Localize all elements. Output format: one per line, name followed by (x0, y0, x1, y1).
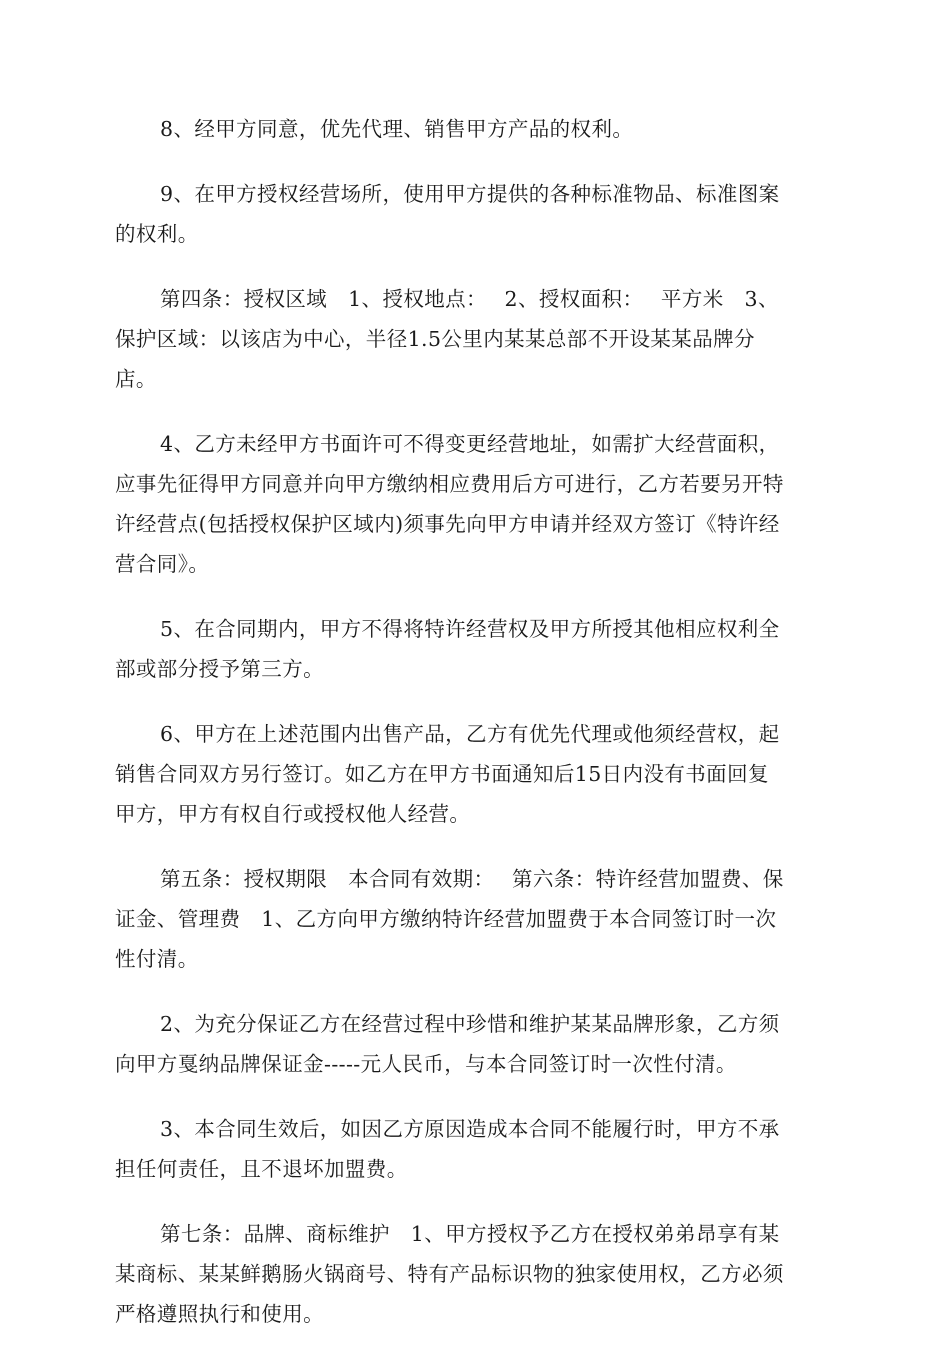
text-line: 性付清。 (115, 947, 199, 971)
text-line: 许经营点(包括授权保护区域内)须事先向甲方申请并经双方签订《特许经 (115, 512, 780, 536)
text-line: 证金、管理费 1、乙方向甲方缴纳特许经营加盟费于本合同签订时一次 (115, 907, 777, 931)
paragraph-article-6-item-2 (115, 1004, 835, 1084)
text-line: 应事先征得甲方同意并向甲方缴纳相应费用后方可进行，乙方若要另开特 (115, 472, 784, 496)
text-line: 部或部分授予第三方。 (115, 657, 324, 681)
paragraph-article-4-item-4 (115, 424, 835, 584)
text-line: 的权利。 (115, 222, 199, 246)
paragraph-article-5 (115, 859, 835, 979)
text-line: 5、在合同期内，甲方不得将特许经营权及甲方所授其他相应权利全 (160, 617, 780, 641)
paragraph-clause-8 (115, 109, 835, 149)
text-line: 9、在甲方授权经营场所，使用甲方提供的各种标准物品、标准图案 (160, 182, 780, 206)
text-line: 营合同》。 (115, 552, 210, 576)
paragraph-clause-9 (115, 174, 835, 254)
text-line: 向甲方戛纳品牌保证金-----元人民币，与本合同签订时一次性付清。 (115, 1052, 737, 1076)
text-line: 第五条：授权期限 本合同有效期： 第六条：特许经营加盟费、保 (160, 867, 784, 891)
document-page (115, 109, 835, 1359)
text-line: 销售合同双方另行签订。如乙方在甲方书面通知后15日内没有书面回复 (115, 762, 769, 786)
paragraph-article-4 (115, 279, 835, 399)
text-line: 店。 (115, 367, 157, 391)
text-line: 担任何责任，且不退坏加盟费。 (115, 1157, 408, 1181)
paragraph-article-7 (115, 1214, 835, 1334)
text-line: 严格遵照执行和使用。 (115, 1302, 324, 1326)
text-line: 某商标、某某鲜鹅肠火锅商号、特有产品标识物的独家使用权，乙方必须 (115, 1262, 784, 1286)
paragraph-article-6-item-3 (115, 1109, 835, 1189)
text-line: 第七条：品牌、商标维护 1、甲方授权予乙方在授权弟弟昂享有某 (160, 1222, 780, 1246)
text-line: 保护区域：以该店为中心，半径1.5公里内某某总部不开设某某品牌分 (115, 327, 755, 351)
paragraph-article-4-item-6 (115, 714, 835, 834)
text-line: 2、为充分保证乙方在经营过程中珍惜和维护某某品牌形象，乙方须 (160, 1012, 780, 1036)
text-line: 6、甲方在上述范围内出售产品，乙方有优先代理或他须经营权，起 (160, 722, 780, 746)
text-line: 8、经甲方同意，优先代理、销售甲方产品的权利。 (160, 117, 634, 141)
text-line: 甲方，甲方有权自行或授权他人经营。 (115, 802, 471, 826)
text-line: 4、乙方未经甲方书面许可不得变更经营地址，如需扩大经营面积， (160, 432, 780, 456)
text-line: 3、本合同生效后，如因乙方原因造成本合同不能履行时，甲方不承 (160, 1117, 780, 1141)
text-line: 第四条：授权区域 1、授权地点： 2、授权面积： 平方米 3、 (160, 287, 779, 311)
paragraph-article-4-item-5 (115, 609, 835, 689)
